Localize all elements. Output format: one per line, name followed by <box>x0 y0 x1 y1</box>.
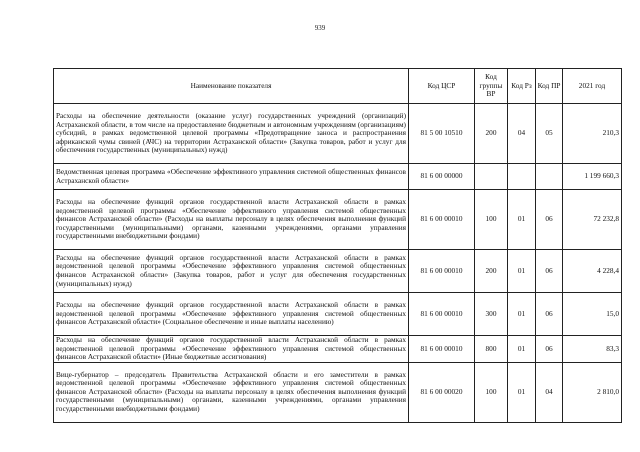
table-row <box>54 362 622 422</box>
row-amount: 210,3 <box>563 104 622 164</box>
row-name: Расходы на обеспечение деятельности (оказание услуг) государственных учреждений (организаций) Астраханской области, в том числе на предоставление бюджетным и автономным учреждениям (организациям) субсидий, в рамках ведомственной целевой программы «Предотвращение заноса и распространения африканской чумы свиней (АЧС) на территории Астраханской области» (Закупка товаров, работ и услуг для обеспечения государственных (муниципальных) нужд) <box>54 104 409 164</box>
row-rz: 01 <box>508 336 536 363</box>
row-rz: 04 <box>508 104 536 164</box>
row-amount: 72 232,8 <box>563 190 622 250</box>
budget-table <box>53 68 622 423</box>
row-amount: 1 199 660,3 <box>563 164 622 190</box>
row-csr: 81 6 00 00000 <box>409 164 475 190</box>
row-vr: 100 <box>475 362 508 422</box>
row-pr: 06 <box>536 293 563 336</box>
row-amount: 2 810,0 <box>563 362 622 422</box>
table-row <box>54 250 622 293</box>
row-pr <box>536 164 563 190</box>
row-name: Расходы на обеспечение функций органов государственной власти Астраханской области в рамках ведомственной целевой программы «Обеспечение эффективного управления системой общественных финансов Астраханской области» (Расходы на выплаты персоналу в целях обеспечения выполнения функций государственными (муниципальными) органами, казенными учреждениями, органами управления государственными внебюджетными фондами) <box>54 190 409 250</box>
row-csr: 81 6 00 00020 <box>409 362 475 422</box>
row-name: Ведомственная целевая программа «Обеспечение эффективного управления системой общественных финансов Астраханской области» <box>54 164 409 190</box>
row-rz: 01 <box>508 293 536 336</box>
table-header-row <box>54 69 622 104</box>
row-csr: 81 6 00 00010 <box>409 293 475 336</box>
row-name: Расходы на обеспечение функций органов государственной власти Астраханской области в рамках ведомственной целевой программы «Обеспечение эффективного управления системой общественных финансов Астраханской области» (Социальное обеспечение и иные выплаты населению) <box>54 293 409 336</box>
row-amount: 4 228,4 <box>563 250 622 293</box>
row-csr: 81 6 00 00010 <box>409 250 475 293</box>
header-vr: Код группы ВР <box>475 69 508 104</box>
table-row <box>54 104 622 164</box>
table-row <box>54 164 622 190</box>
row-vr: 100 <box>475 190 508 250</box>
row-vr: 800 <box>475 336 508 363</box>
row-rz <box>508 164 536 190</box>
row-vr: 200 <box>475 250 508 293</box>
row-rz: 01 <box>508 190 536 250</box>
row-pr: 04 <box>536 362 563 422</box>
header-rz: Код Рз <box>508 69 536 104</box>
row-csr: 81 6 00 00010 <box>409 190 475 250</box>
table-row <box>54 190 622 250</box>
row-amount: 83,3 <box>563 336 622 363</box>
row-csr: 81 6 00 00010 <box>409 336 475 363</box>
header-year: 2021 год <box>563 69 622 104</box>
row-pr: 06 <box>536 190 563 250</box>
row-vr <box>475 164 508 190</box>
row-amount: 15,0 <box>563 293 622 336</box>
row-pr: 06 <box>536 250 563 293</box>
row-name: Вице-губернатор – председатель Правительства Астраханской области и его заместители в рамках ведомственной целевой программы «Обеспечение эффективного управления системой общественных финансов Астраханской области» (Расходы на выплаты персоналу в целях обеспечения выполнения функций государственными (муниципальными) органами, казенными учреждениями, органами управления государственными внебюджетными фондами) <box>54 362 409 422</box>
row-vr: 200 <box>475 104 508 164</box>
header-pr: Код ПР <box>536 69 563 104</box>
row-csr: 81 5 00 10510 <box>409 104 475 164</box>
row-name: Расходы на обеспечение функций органов государственной власти Астраханской области в рамках ведомственной целевой программы «Обеспечение эффективного управления системой общественных финансов Астраханской области» (Закупка товаров, работ и услуг для обеспечения государственных (муниципальных) нужд) <box>54 250 409 293</box>
row-name: Расходы на обеспечение функций органов государственной власти Астраханской области в рамках ведомственной целевой программы «Обеспечение эффективного управления системой общественных финансов Астраханской области» (Иные бюджетные ассигнования) <box>54 336 409 363</box>
header-csr: Код ЦСР <box>409 69 475 104</box>
row-rz: 01 <box>508 250 536 293</box>
page-number: 939 <box>314 24 326 32</box>
table-row <box>54 336 622 363</box>
table-row <box>54 293 622 336</box>
row-rz: 01 <box>508 362 536 422</box>
row-pr: 05 <box>536 104 563 164</box>
row-pr: 06 <box>536 336 563 363</box>
header-name: Наименование показателя <box>54 69 409 104</box>
row-vr: 300 <box>475 293 508 336</box>
